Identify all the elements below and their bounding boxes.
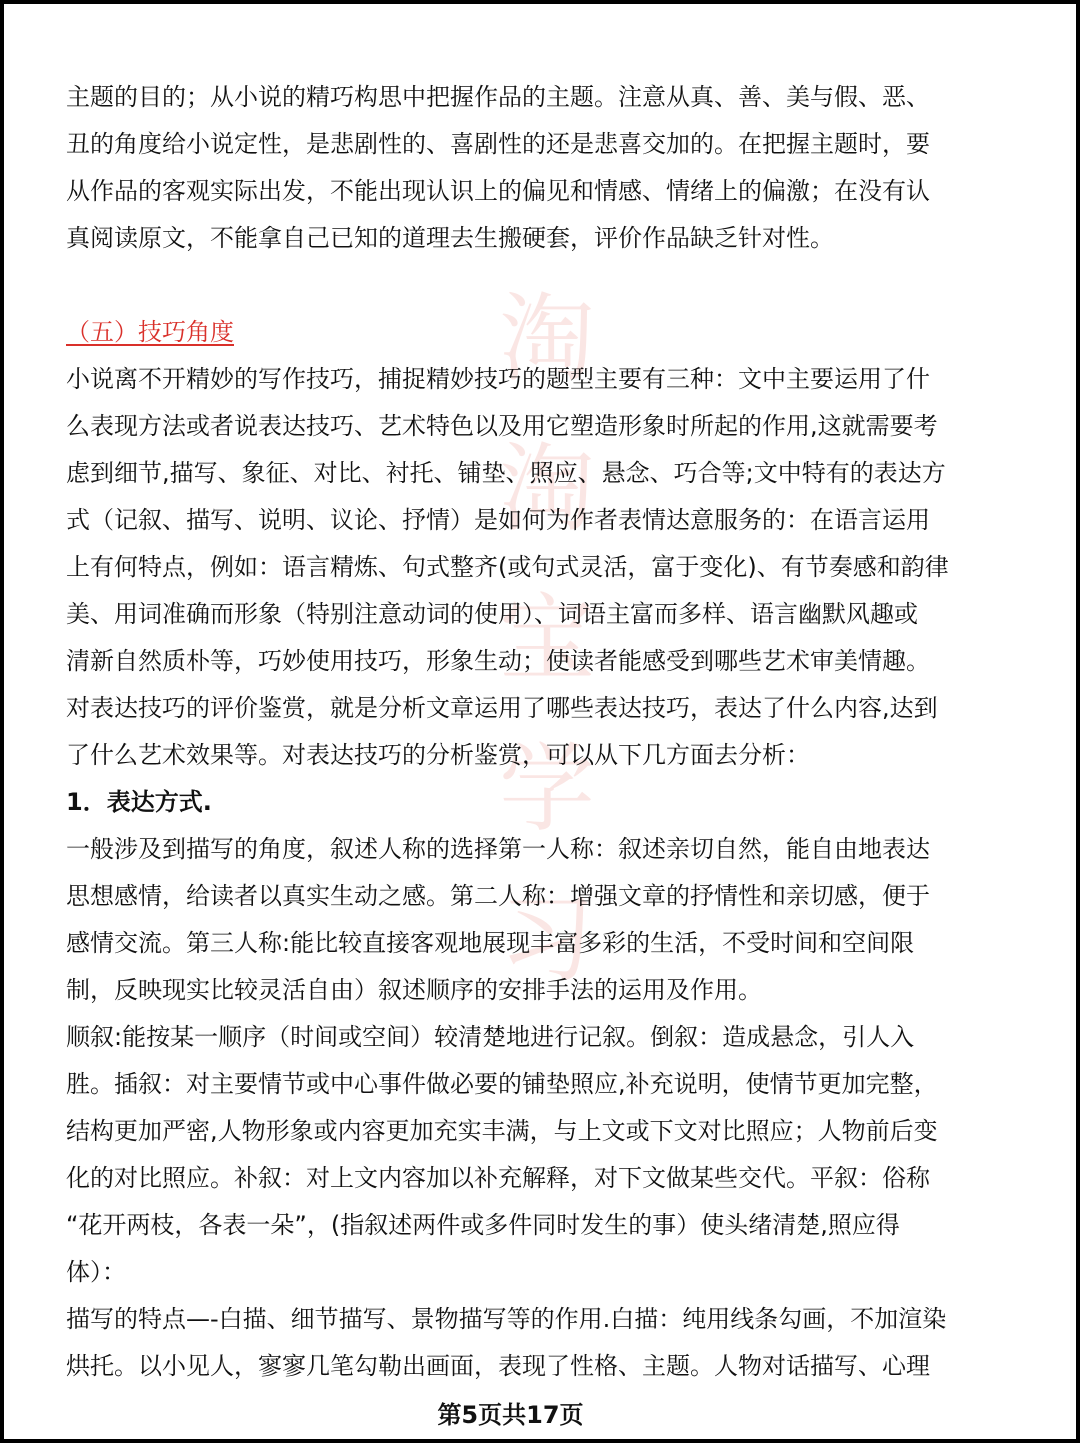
document-body xyxy=(66,74,1028,1390)
watermark-char: 淘 xyxy=(499,433,595,545)
watermark-char: 宝 xyxy=(499,583,595,695)
paragraph-line: 小说离不开精妙的写作技巧，捕捉精妙技巧的题型主要有三种：文中主要运用了什 xyxy=(66,365,930,393)
paragraph-line: 美、用词准确而形象（特别注意动词的使用）、词语主富而多样、语言幽默风趣或 xyxy=(66,600,918,628)
paragraph-line: 虑到细节,描写、象征、对比、衬托、铺垫、照应、悬念、巧合等;文中特有的表达方 xyxy=(66,459,946,487)
paragraph-line: 一般涉及到描写的角度，叙述人称的选择第一人称：叙述亲切自然，能自由地表达 xyxy=(66,835,930,863)
page-number: 第5页共17页 xyxy=(437,1401,584,1429)
paragraph-line: 清新自然质朴等，巧妙使用技巧，形象生动；使读者能感受到哪些艺术审美情趣。 xyxy=(66,647,930,675)
spacer xyxy=(66,262,1028,309)
watermark-char: 学 xyxy=(499,733,595,845)
paragraph-line: 描写的特点—-白描、细节描写、景物描写等的作用.白描：纯用线条勾画，不加渲染 xyxy=(66,1305,947,1333)
paragraph-line: 体）： xyxy=(66,1258,126,1286)
paragraph-line: 上有何特点，例如：语言精炼、句式整齐(或句式灵活，富于变化)、有节奏感和韵律 xyxy=(66,553,949,581)
paragraph-line: 了什么艺术效果等。对表达技巧的分析鉴赏，可以从下几方面去分析： xyxy=(66,741,810,769)
paragraph-line: 感情交流。第三人称:能比较直接客观地展现丰富多彩的生活，不受时间和空间限 xyxy=(66,929,915,957)
paragraph-line: 丑的角度给小说定性，是悲剧性的、喜剧性的还是悲喜交加的。在把握主题时，要 xyxy=(66,130,930,158)
section-heading-text: （五）技巧角度 xyxy=(66,318,234,346)
section-heading xyxy=(66,309,1028,356)
paragraph-line: 真阅读原文，不能拿自己已知的道理去生搬硬套，评价作品缺乏针对性。 xyxy=(66,224,834,252)
paragraph-line: 化的对比照应。补叙：对上文内容加以补充解释，对下文做某些交代。平叙：俗称 xyxy=(66,1164,930,1192)
paragraph-line: 主题的目的；从小说的精巧构思中把握作品的主题。注意从真、善、美与假、恶、 xyxy=(66,83,930,111)
paragraph-line: 式（记叙、描写、说明、议论、抒情）是如何为作者表情达意服务的：在语言运用 xyxy=(66,506,930,534)
paragraph-line: 烘托。以小见人，寥寥几笔勾勒出画面，表现了性格、主题。人物对话描写、心理 xyxy=(66,1352,930,1380)
paragraph-line: 制，反映现实比较灵活自由）叙述顺序的安排手法的运用及作用。 xyxy=(66,976,762,1004)
watermark-char: 习 xyxy=(499,883,595,995)
watermark-char: 淘 xyxy=(499,283,595,395)
paragraph-line: “花开两枝，各表一朵”，(指叙述两件或多件同时发生的事）使头绪清楚,照应得 xyxy=(66,1211,900,1239)
paragraph-line: 从作品的客观实际出发，不能出现认识上的偏见和情感、情绪上的偏激；在没有认 xyxy=(66,177,930,205)
paragraph-line: 思想感情，给读者以真实生动之感。第二人称：增强文章的抒情性和亲切感，便于 xyxy=(66,882,930,910)
paragraph-line: 么表现方法或者说表达技巧、艺术特色以及用它塑造形象时所起的作用,这就需要考 xyxy=(66,412,938,440)
paragraph-line: 胜。插叙：对主要情节或中心事件做必要的铺垫照应,补充说明，使情节更加完整， xyxy=(66,1070,938,1098)
paragraph-line: 对表达技巧的评价鉴赏，就是分析文章运用了哪些表达技巧，表达了什么内容,达到 xyxy=(66,694,938,722)
paragraph-line: 结构更加严密,人物形象或内容更加充实丰满，与上文或下文对比照应；人物前后变 xyxy=(66,1117,938,1145)
paragraph-line: 顺叙:能按某一顺序（时间或空间）较清楚地进行记叙。倒叙：造成悬念，引人入 xyxy=(66,1023,915,1051)
subheading: 1．表达方式. xyxy=(66,788,212,816)
